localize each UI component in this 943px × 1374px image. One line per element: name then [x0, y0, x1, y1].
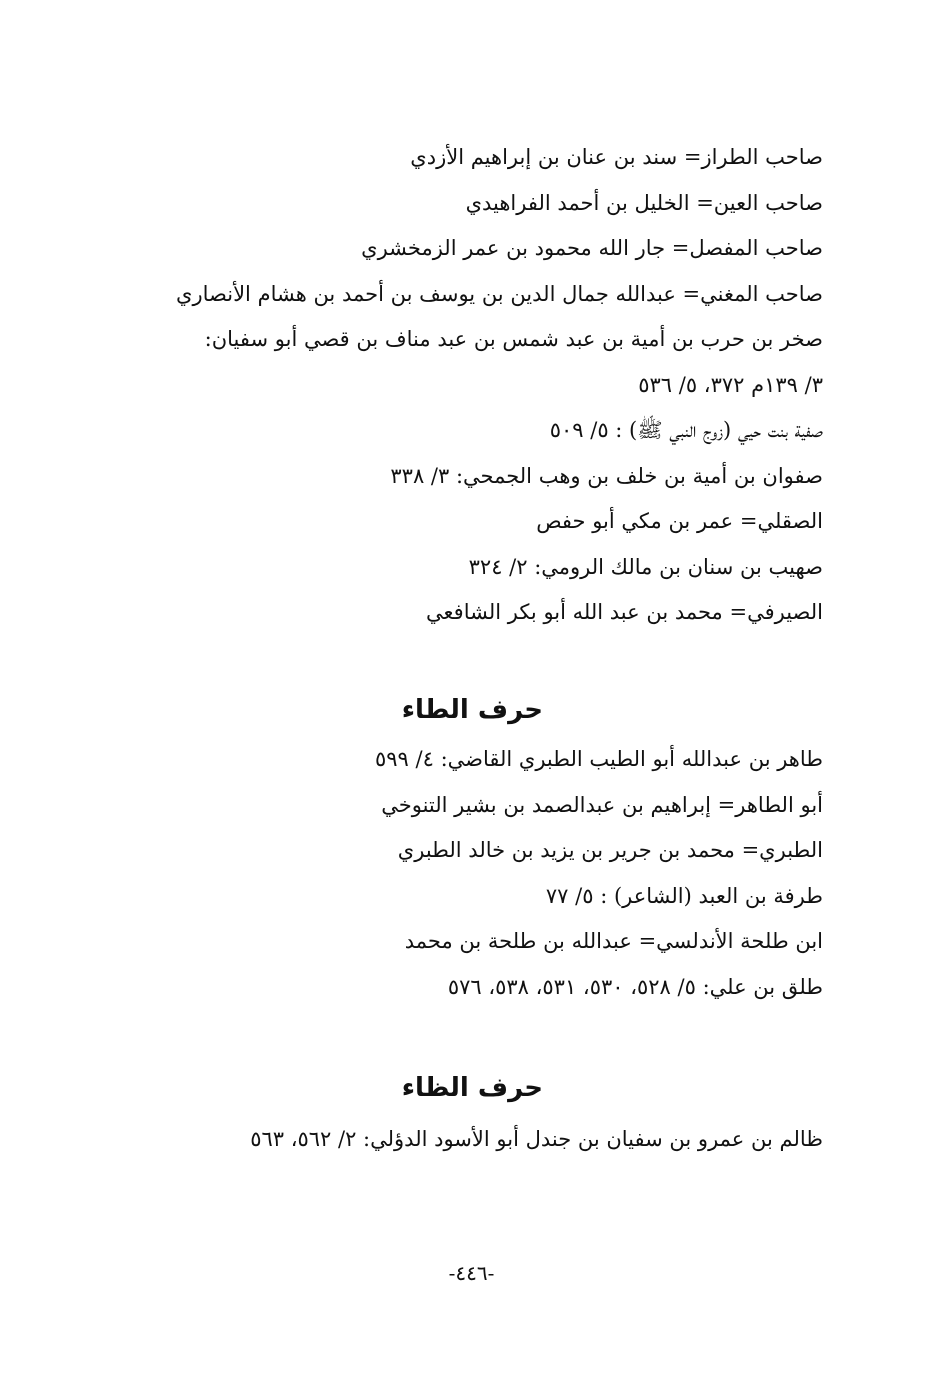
- index-entry: الطبري= محمد بن جرير بن يزيد بن خالد الطبري: [397, 838, 823, 862]
- entries-ta: [113, 737, 823, 1010]
- entries-za: [113, 1117, 823, 1163]
- index-entry: صفوان بن أمية بن خلف بن وهب الجمحي: ٣/ ٣٣٨: [390, 463, 823, 488]
- index-entry: ابن طلحة الأندلسي= عبدالله بن طلحة بن محمد: [404, 929, 823, 953]
- index-entry: صخر بن حرب بن أمية بن عبد شمس بن عبد مناف بن قصي أبو سفيان:: [204, 327, 823, 351]
- index-entry: أبو الطاهر= إبراهيم بن عبدالصمد بن بشير التنوخي: [381, 792, 823, 817]
- index-entry: صفية بنت حيي (زوج النبي ﷺ) : ٥/ ٥٠٩: [549, 418, 823, 442]
- index-entry: الصيرفي= محمد بن عبد الله أبو بكر الشافعي: [426, 600, 823, 624]
- page-number: -٤٤٦-: [448, 1261, 495, 1285]
- entries-sad: [113, 135, 823, 636]
- index-entry: طرفة بن العبد (الشاعر) : ٥/ ٧٧: [545, 883, 823, 908]
- index-entry: صاحب المغني= عبدالله جمال الدين بن يوسف بن أحمد بن هشام الأنصاري: [176, 281, 823, 306]
- index-entry: صاحب المفصل= جار الله محمود بن عمر الزمخشري: [361, 236, 823, 260]
- section-heading-ta: حرف الطاء: [401, 695, 543, 725]
- index-entry: طاهر بن عبدالله أبو الطيب الطبري القاضي: ٤/ ٥٩٩: [375, 747, 823, 771]
- index-entry: صاحب الطراز= سند بن عنان بن إبراهيم الأزدي: [410, 145, 823, 169]
- index-entry: طلق بن علي: ٥/ ٥٢٨، ٥٣٠، ٥٣١، ٥٣٨، ٥٧٦: [447, 974, 823, 999]
- index-entry: صاحب العين= الخليل بن أحمد الفراهيدي: [465, 190, 823, 215]
- index-entry: ظالم بن عمرو بن سفيان بن جندل أبو الأسود الدؤلي: ٢/ ٥٦٢، ٥٦٣: [250, 1127, 823, 1151]
- section-heading-za: حرف الظاء: [401, 1073, 543, 1103]
- index-entry: الصقلي= عمر بن مكي أبو حفص: [536, 509, 823, 533]
- index-entry-continuation: ٣/ ١٣٩م ٣٧٢، ٥/ ٥٣٦: [638, 372, 823, 397]
- index-entry: صهيب بن سنان بن مالك الرومي: ٢/ ٣٢٤: [468, 554, 823, 579]
